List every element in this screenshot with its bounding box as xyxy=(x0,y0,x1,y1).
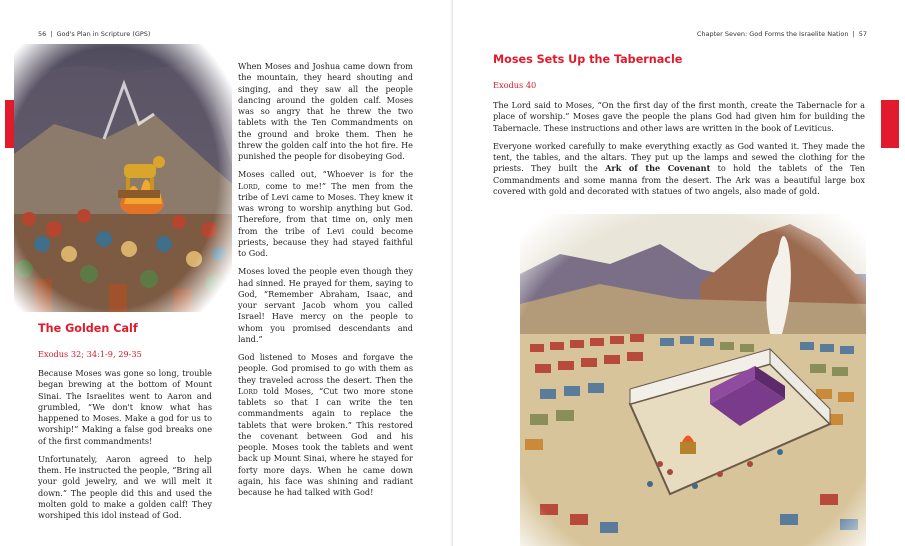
left-running-header: 56 | God's Plan in Scripture (GPS) xyxy=(38,30,151,38)
paragraph: Because Moses was gone so long, trouble began brewing at the bottom of Mount Sinai. The Israelites went to Aaron and grumbled, “We don't know what has happened to Moses. Make a god for us to worship!” Making a false god breaks one of the first commandments! xyxy=(38,368,212,446)
tabernacle-camp-illustration xyxy=(520,214,866,546)
paragraph: Moses called out, “Whoever is for the Lord, come to me!” The men from the tribe of Levi came to Moses. They knew it was wrong to worship anything but God. Therefore, from that time on, only men from the tribe of Levi could become priests, because they had stayed faithful to God. xyxy=(238,169,413,258)
chapter-title: Chapter Seven: God Forms the Israelite Nation xyxy=(696,30,849,38)
right-column-text xyxy=(493,100,865,204)
book-title: God's Plan in Scripture (GPS) xyxy=(56,30,151,38)
left-page xyxy=(0,0,452,546)
golden-calf-illustration xyxy=(14,44,232,312)
paragraph: Moses loved the people even though they had sinned. He prayed for them, saying to God, “Remember Abraham, Isaac, and your servant Jacob whom you called Israel! Have mercy on the people to whom you promised descendants and land.” xyxy=(238,266,413,344)
left-column-text xyxy=(38,368,212,528)
ark-of-covenant-bold: Ark of the Covenant xyxy=(605,163,711,174)
lord-small-caps: Lord xyxy=(238,385,258,396)
golden-calf-title: The Golden Calf xyxy=(38,322,138,335)
paragraph: God listened to Moses and forgave the people. God promised to go with them as they traveled across the desert. Then the Lord told Moses, “Cut two more stone tablets so that I can write the ten commandments again to replace the tablets that were broken.” This restored the covenant between God and his people. Moses took the tablets and went back up Mount Sinai, where he stayed for forty more days. When he came down again, his face was shining and radiant because he had talked with God! xyxy=(238,352,413,497)
left-page-number: 56 xyxy=(38,30,47,38)
middle-column-text xyxy=(238,61,413,505)
right-page-number: 57 xyxy=(858,30,867,38)
golden-calf-reference: Exodus 32; 34:1-9, 29-35 xyxy=(38,349,142,359)
right-chapter-tab xyxy=(881,100,899,148)
tabernacle-title: Moses Sets Up the Tabernacle xyxy=(493,53,683,66)
lord-small-caps: Lord xyxy=(238,180,258,191)
paragraph: When Moses and Joshua came down from the mountain, they heard shouting and singing, and they saw all the people dancing around the golden calf. Moses was so angry that he threw the two tablets with the Ten Commandments on the ground and broke them. Then he threw the golden calf into the hot fire. He punished the people for disobeying God. xyxy=(238,61,413,161)
paragraph: The Lord said to Moses, “On the first day of the first month, create the Tabernacle for a place of worship.” Moses gave the people the plans God had given him for building the Tabernacle. These instructions and other laws are written in the book of Leviticus. xyxy=(493,100,865,133)
tabernacle-reference: Exodus 40 xyxy=(493,80,537,90)
paragraph: Everyone worked carefully to make everything exactly as God wanted it. They made the tent, the tables, and the altars. They put up the lamps and sewed the clothing for the priests. They built the Ark of the Covenant to hold the tablets of the Ten Commandments and some manna from the desert. The Ark was a beautiful large box covered with gold and decorated with statues of two angels, also made of gold. xyxy=(493,140,865,196)
right-running-header: Chapter Seven: God Forms the Israelite Nation | 57 xyxy=(696,30,867,38)
paragraph: Unfortunately, Aaron agreed to help them. He instructed the people, “Bring all your gold jewelry, and we will melt it down.” The people did this and used the molten gold to make a golden calf! They worshiped this idol instead of God. xyxy=(38,453,212,520)
